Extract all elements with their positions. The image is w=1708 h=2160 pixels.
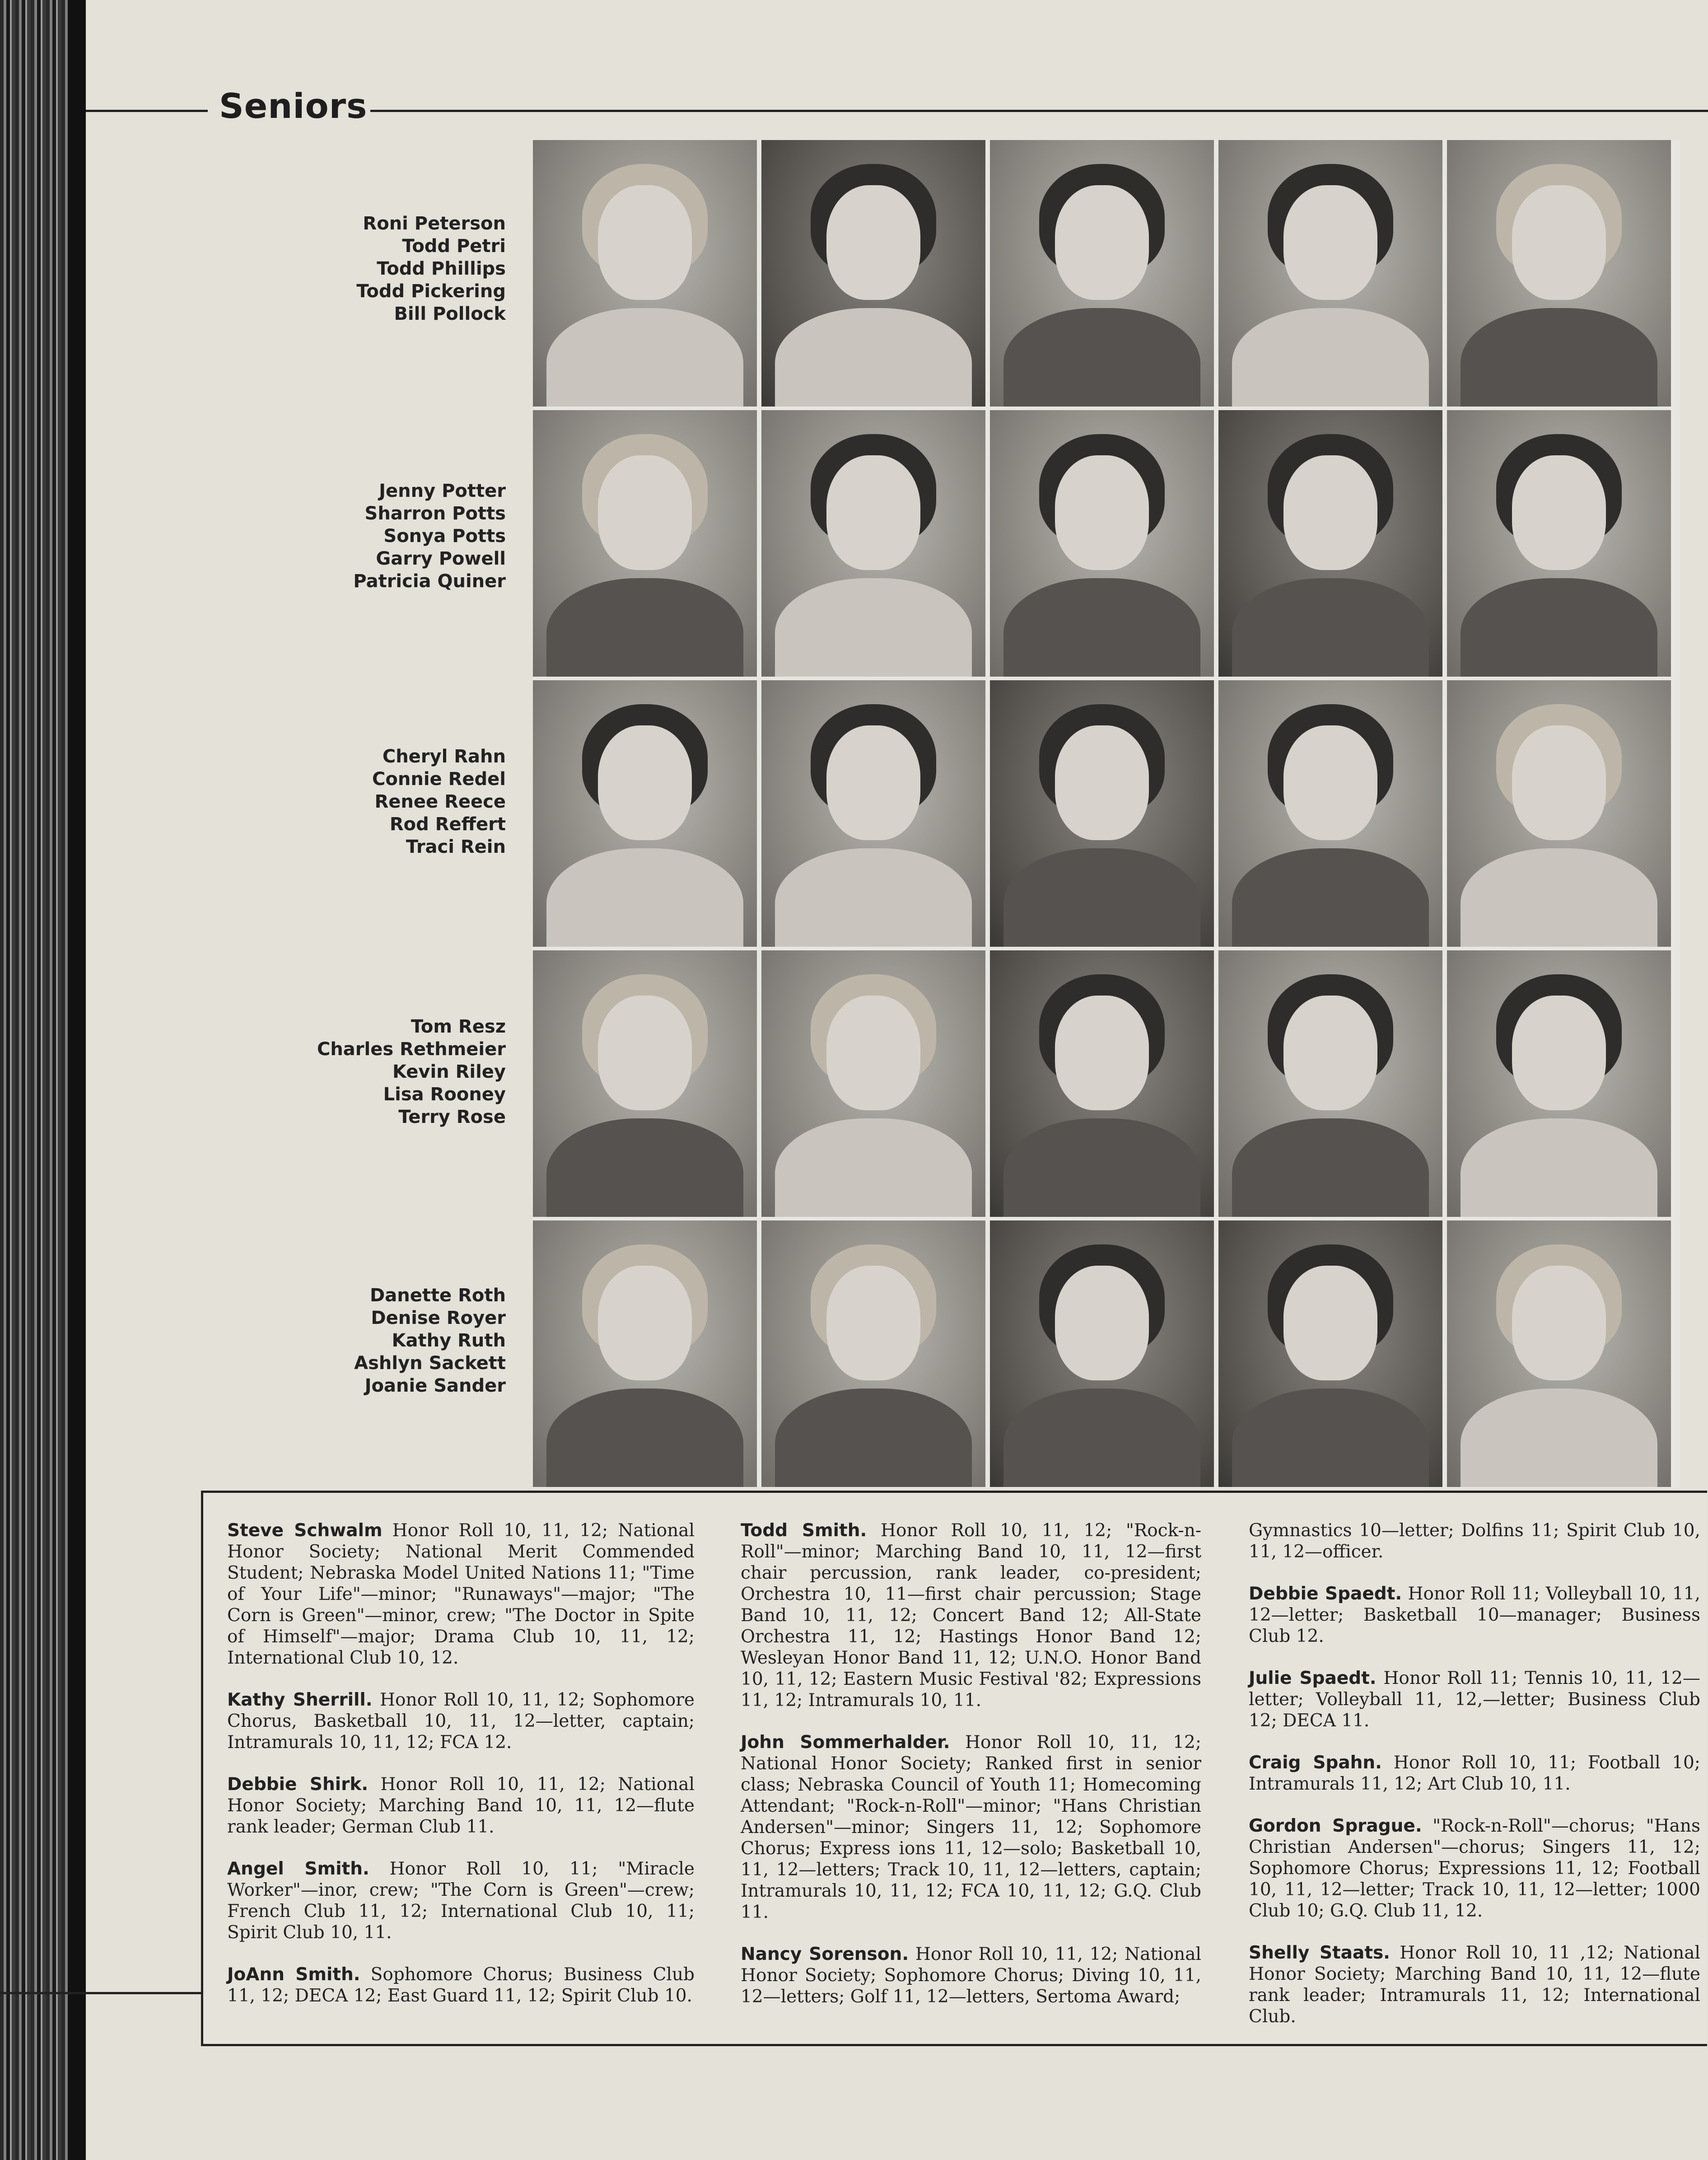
bio-name: Nancy Sorenson. xyxy=(741,1944,909,1964)
bio-entry xyxy=(1249,1752,1700,1795)
portrait-photo xyxy=(1218,680,1442,947)
student-name: Renee Reece xyxy=(374,791,506,812)
bio-text: Honor Roll 10, 11; "Miracle Worker"—inor, crew; "The Corn is Green"—crew; French Club 11, 12; International Club 10, 11; Spirit Club 10, 11. xyxy=(227,1859,695,1943)
bio-entry xyxy=(1249,1520,1700,1562)
student-name: Danette Roth xyxy=(370,1285,506,1306)
bio-text: Sophomore Chorus; Business Club 11, 12; DECA 12; East Guard 11, 12; Spirit Club 10. xyxy=(227,1964,695,2006)
portrait-photo xyxy=(1218,140,1442,407)
student-name: Sharron Potts xyxy=(364,503,506,524)
student-name: Lisa Rooney xyxy=(383,1084,506,1105)
bio-column-3 xyxy=(1249,1520,1700,2048)
portrait-photo xyxy=(990,1220,1214,1487)
portrait-photo xyxy=(761,1220,985,1487)
student-name: Terry Rose xyxy=(398,1107,506,1127)
bio-name: JoAnn Smith. xyxy=(227,1964,360,1985)
student-name: Denise Royer xyxy=(371,1308,506,1328)
student-name: Cheryl Rahn xyxy=(382,746,506,767)
bio-text: Honor Roll 10, 11, 12; Sophomore Chorus, Basketball 10, 11, 12—letter, captain; Intramurals 10, 11, 12; FCA 12. xyxy=(227,1690,695,1753)
portrait-photo xyxy=(1447,950,1671,1217)
header-rule-right xyxy=(370,110,1708,112)
student-name: Sonya Potts xyxy=(383,526,506,547)
senior-activities-box xyxy=(201,1491,1707,2046)
portrait-photo xyxy=(1218,950,1442,1217)
student-name: Roni Peterson xyxy=(363,213,506,234)
student-name: Jenny Potter xyxy=(379,481,506,501)
portrait-photo xyxy=(533,410,757,677)
portrait-photo xyxy=(533,1220,757,1487)
student-name: Garry Powell xyxy=(376,548,506,569)
bio-name: Craig Spahn. xyxy=(1249,1753,1382,1773)
student-name: Ashlyn Sackett xyxy=(354,1353,506,1374)
bio-column-2 xyxy=(741,1520,1201,2028)
portrait-photo xyxy=(1218,410,1442,677)
bio-name: Steve Schwalm xyxy=(227,1520,383,1541)
portrait-photo xyxy=(533,140,757,407)
bio-text: Honor Roll 10, 11, 12; "Rock-n-Roll"—minor; Marching Band 10, 11, 12—first chair percussion, rank leader, co-president; Orchestra 10, 11—first chair percussion; Stage Band 10, 11, 12; Concert Band 12; All-State Orchestra 11, 12; Hastings Honor Band 12; Wesleyan Honor Band 11, 12; U.N.O. Honor Band 10, 11, 12; Eastern Music Festival '82; Expressions 11, 12; Intramurals 10, 11. xyxy=(741,1520,1201,1711)
student-name: Connie Redel xyxy=(372,769,506,790)
student-name: Kevin Riley xyxy=(392,1061,506,1082)
student-name: Bill Pollock xyxy=(394,304,506,324)
bio-entry xyxy=(227,1520,695,1669)
portrait-photo xyxy=(1447,410,1671,677)
bio-text: Honor Roll 10, 11, 12; National Honor Society; Ranked first in senior class; Nebraska Council of Youth 11; Homecoming Attendant; "Rock-n-Roll"—minor; "Hans Christian Andersen"—minor; Singers 11, 12; Sophomore Chorus; Express ions 11, 12—solo; Basketball 10, 11, 12—letters; Track 10, 11, 12—letters, captain; Intramurals 10, 11, 12; FCA 10, 11, 12; G.Q. Club 11. xyxy=(741,1732,1201,1922)
bio-entry xyxy=(1249,1942,1700,2027)
name-list-row-1 xyxy=(190,212,506,325)
section-title: Seniors xyxy=(219,86,368,126)
bio-text: Honor Roll 10, 11, 12; National Honor Society; Marching Band 10, 11, 12—flute rank leader; German Club 11. xyxy=(227,1774,695,1837)
portrait-photo xyxy=(1218,1220,1442,1487)
student-name: Traci Rein xyxy=(406,837,506,857)
name-list-row-5 xyxy=(190,1284,506,1397)
bio-entry xyxy=(227,1964,695,2006)
student-name: Rod Reffert xyxy=(389,814,506,835)
student-name: Tom Resz xyxy=(411,1016,506,1037)
name-list-row-4 xyxy=(190,1015,506,1128)
bio-name: Angel Smith. xyxy=(227,1859,369,1879)
portrait-photo xyxy=(990,140,1214,407)
portrait-photo xyxy=(990,950,1214,1217)
bio-text: "Rock-n-Roll"—chorus; "Hans Christian Andersen"—chorus; Singers 11, 12; Sophomore Chorus; Expressions 11, 12; Football 10, 11, 12—letter; Track 10, 11, 12—letter; 1000 Club 10; G.Q. Club 11, 12. xyxy=(1249,1816,1700,1921)
name-list-row-2 xyxy=(190,480,506,593)
bio-entry xyxy=(227,1858,695,1943)
bio-name: Todd Smith. xyxy=(741,1520,867,1541)
bio-text: Honor Roll 10, 11; Football 10; Intramurals 11, 12; Art Club 10, 11. xyxy=(1249,1753,1700,1794)
portrait-photo xyxy=(533,680,757,947)
header-rule-left xyxy=(86,110,208,112)
portrait-photo xyxy=(1447,1220,1671,1487)
bio-name: Debbie Shirk. xyxy=(227,1774,369,1795)
portrait-photo xyxy=(533,950,757,1217)
bio-entry xyxy=(741,1732,1201,1923)
footer-rule-left xyxy=(0,1992,201,1994)
bio-entry xyxy=(227,1774,695,1837)
bio-entry xyxy=(1249,1583,1700,1647)
portrait-photo xyxy=(761,950,985,1217)
bio-text: Honor Roll 10, 11 ,12; National Honor Society; Marching Band 10, 11, 12—flute rank leader; Intramurals 11, 12; International Club. xyxy=(1249,1943,1700,2027)
bio-entry xyxy=(1249,1668,1700,1731)
bio-name: Debbie Spaedt. xyxy=(1249,1584,1402,1604)
bio-text: Gymnastics 10—letter; Dolfins 11; Spirit Club 10, 11, 12—officer. xyxy=(1249,1520,1700,1562)
student-name: Todd Pickering xyxy=(356,281,506,302)
bio-name: Gordon Sprague. xyxy=(1249,1816,1422,1836)
bio-name: Julie Spaedt. xyxy=(1249,1668,1377,1688)
bio-text: Honor Roll 10, 11, 12; National Honor Society; National Merit Commended Student; Nebraska Model United Nations 11; "Time of Your Life"—minor; "Runaways"—major; "The Corn is Green"—minor, crew; "The Doctor in Spite of Himself"—major; Drama Club 10, 11, 12; International Club 10, 12. xyxy=(227,1520,695,1668)
student-name: Charles Rethmeier xyxy=(317,1039,506,1060)
student-name: Todd Phillips xyxy=(377,258,506,279)
bio-text: Honor Roll 11; Volleyball 10, 11, 12—letter; Basketball 10—manager; Business Club 12. xyxy=(1249,1584,1700,1646)
bio-entry xyxy=(741,1520,1201,1711)
portrait-photo xyxy=(761,140,985,407)
portrait-photo xyxy=(761,680,985,947)
portrait-grid xyxy=(533,140,1680,1488)
bio-name: Kathy Sherrill. xyxy=(227,1690,373,1710)
bio-text: Honor Roll 11; Tennis 10, 11, 12—letter; Volleyball 11, 12,—letter; Business Club 12; DECA 11. xyxy=(1249,1668,1700,1731)
portrait-photo xyxy=(1447,680,1671,947)
bio-column-1 xyxy=(227,1520,695,2027)
bio-text: Honor Roll 10, 11, 12; National Honor Society; Sophomore Chorus; Diving 10, 11, 12—letters; Golf 11, 12—letters, Sertoma Award; xyxy=(741,1944,1201,2007)
name-list-row-3 xyxy=(190,745,506,858)
student-name: Joanie Sander xyxy=(364,1375,506,1396)
student-name: Patricia Quiner xyxy=(353,571,506,592)
bio-entry xyxy=(227,1689,695,1753)
book-binding-edge xyxy=(0,0,86,2160)
portrait-photo xyxy=(990,680,1214,947)
student-name: Todd Petri xyxy=(402,236,506,257)
bio-entry xyxy=(741,1944,1201,2007)
portrait-photo xyxy=(1447,140,1671,407)
portrait-photo xyxy=(761,410,985,677)
bio-name: John Sommerhalder. xyxy=(741,1732,950,1753)
bio-entry xyxy=(1249,1815,1700,1922)
portrait-photo xyxy=(990,410,1214,677)
student-name: Kathy Ruth xyxy=(392,1330,506,1351)
bio-name: Shelly Staats. xyxy=(1249,1943,1390,1963)
